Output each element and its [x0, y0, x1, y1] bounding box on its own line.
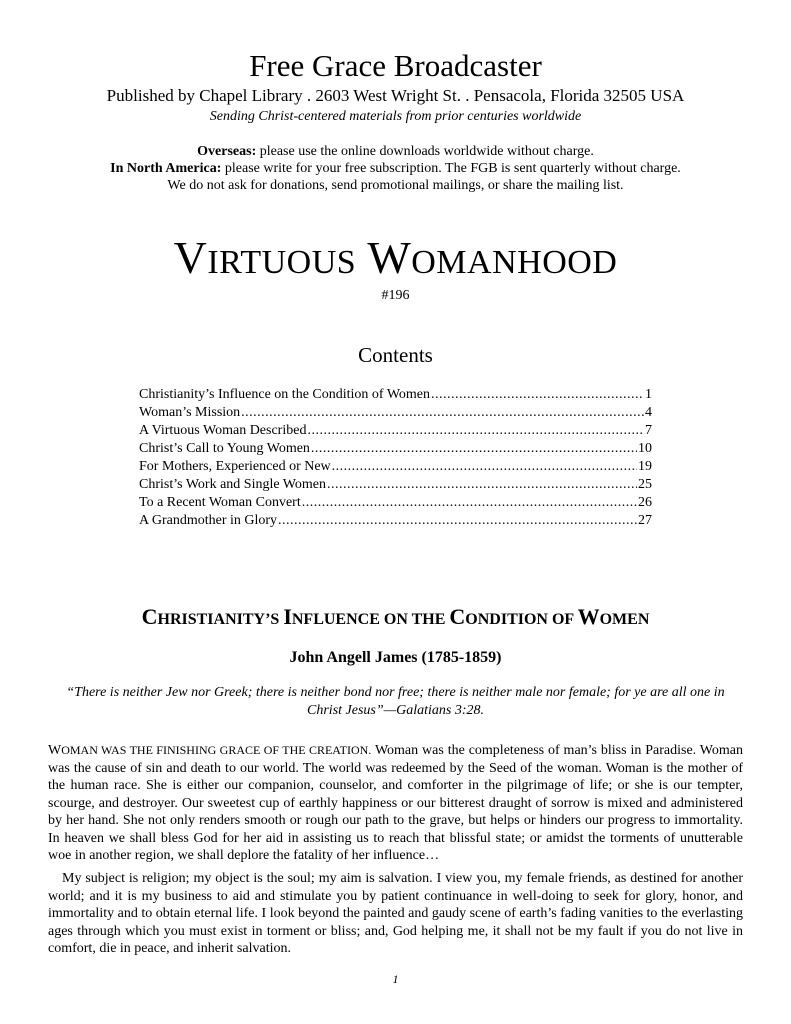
north-america-line [0, 160, 791, 177]
article-title-part: I [283, 604, 292, 629]
issue-title-rest-1: IRTUOUS [207, 244, 357, 281]
toc-leader [327, 476, 637, 494]
tagline: Sending Christ-centered materials from prior centuries worldwide [209, 109, 582, 124]
overseas-line [0, 143, 791, 160]
author-byline: John Angell James (1785-1859) [289, 649, 502, 666]
toc-leader [431, 386, 644, 404]
toc-leader [241, 404, 644, 422]
north-america-label: In North America: [110, 161, 222, 176]
toc-leader [278, 512, 637, 530]
toc-entry[interactable] [139, 386, 652, 404]
issue-number: #196 [381, 288, 410, 303]
toc-entry-title: A Grandmother in Glory [139, 513, 278, 528]
overseas-label: Overseas: [197, 144, 257, 159]
body-paragraph [48, 742, 743, 865]
toc-entry-title: For Mothers, Experienced or New [139, 459, 331, 474]
toc-entry-page: 1 [645, 387, 652, 402]
toc-leader [302, 494, 637, 512]
issue-title-cap-w: W [367, 232, 412, 283]
toc-entry-title: A Virtuous Woman Described [139, 423, 307, 438]
masthead-title: Free Grace Broadcaster [249, 48, 542, 83]
contents-heading: Contents [358, 343, 433, 367]
article-title-part: C [449, 604, 466, 629]
toc-entry-page: 19 [638, 459, 652, 474]
toc-entry[interactable] [139, 404, 652, 422]
toc-entry-title: Christ’s Work and Single Women [139, 477, 327, 492]
epigraph: “There is neither Jew nor Greek; there is neither bond nor free; there is neither male nor female; for ye are all one in Christ Jesus”—Galatians 3:28. [66, 685, 725, 718]
toc-entry-page: 26 [638, 495, 652, 510]
toc-leader [307, 422, 644, 440]
article-title-part: ONDITION OF [465, 611, 578, 628]
article-title-part: HRISTIANITY’S [157, 611, 284, 628]
distribution-notice [0, 143, 791, 194]
issue-title [0, 232, 791, 289]
page-number: 1 [392, 972, 399, 986]
toc-entry[interactable] [139, 494, 652, 512]
issue-title-cap-v: V [173, 232, 208, 283]
toc-entry-page: 25 [638, 477, 652, 492]
table-of-contents [139, 386, 652, 530]
body-paragraph: My subject is religion; my object is the soul; my aim is salvation. I view you, my female friends, as destined for another world; and it is my business to aid and stimulate you by patient continuance in well-doing to seek for glory, honor, and immortality and to obtain eternal life. I look beyond the painted and gaudy scene of earth’s fading vanities to the everlasting ages through which you must exist in torment or bliss; and, God helping me, it shall not be my fault if you do not live in comfort, die in peace, and inherit salvation. [48, 871, 743, 956]
toc-entry[interactable] [139, 476, 652, 494]
publisher-line: Published by Chapel Library . 2603 West Wright St. . Pensacola, Florida 32505 USA [106, 86, 685, 105]
toc-entry-title: Christ’s Call to Young Women [139, 441, 310, 456]
overseas-text: please use the online downloads worldwide without charge. [256, 144, 594, 159]
toc-entry-page: 4 [645, 405, 652, 420]
article-title [0, 604, 791, 633]
toc-entry[interactable] [139, 512, 652, 530]
north-america-text: please write for your free subscription. The FGB is sent quarterly without charge. [221, 161, 681, 176]
paragraph-text: Woman was the completeness of man’s bliss in Paradise. Woman was the cause of sin and death to our world. The world was redeemed by the Seed of the woman. Woman is the mother of the human race. She is either our companion, counselor, and comforter in the pilgrimage of life; or she is our tempter, scourge, and destroyer. Our sweetest cup of earthly happiness or our bitterest draught of sorrow is mixed and administered by her hand. She not only renders smooth or rough our path to the grave, but helps or hinders our progress to immortality. In heaven we shall bless God for her aid in assisting us to reach that blissful state; or amidst the torments of unutterable woe in another region, we shall deplore the fatality of her influence… [48, 743, 743, 863]
lead-in-text: OMAN WAS THE FINISHING GRACE OF THE CREATION. [61, 743, 372, 757]
lead-in [48, 743, 371, 757]
toc-leader [311, 440, 637, 458]
article-title-part: C [141, 604, 158, 629]
toc-entry[interactable] [139, 458, 652, 476]
toc-entry-title: Christianity’s Influence on the Condition of Women [139, 387, 431, 402]
lead-in-capital: W [48, 743, 62, 758]
issue-title-rest-2: OMANHOOD [411, 244, 618, 281]
toc-entry-page: 27 [638, 513, 652, 528]
policy-line: We do not ask for donations, send promotional mailings, or share the mailing list. [167, 178, 624, 193]
toc-entry-page: 10 [638, 441, 652, 456]
toc-entry[interactable] [139, 422, 652, 440]
article-title-part: NFLUENCE ON THE [291, 611, 450, 628]
toc-entry-title: Woman’s Mission [139, 405, 241, 420]
article-title-part: W [577, 604, 600, 629]
toc-entry-page: 7 [645, 423, 652, 438]
toc-leader [332, 458, 637, 476]
toc-entry[interactable] [139, 440, 652, 458]
article-title-part: OMEN [599, 611, 650, 628]
toc-entry-title: To a Recent Woman Convert [139, 495, 301, 510]
